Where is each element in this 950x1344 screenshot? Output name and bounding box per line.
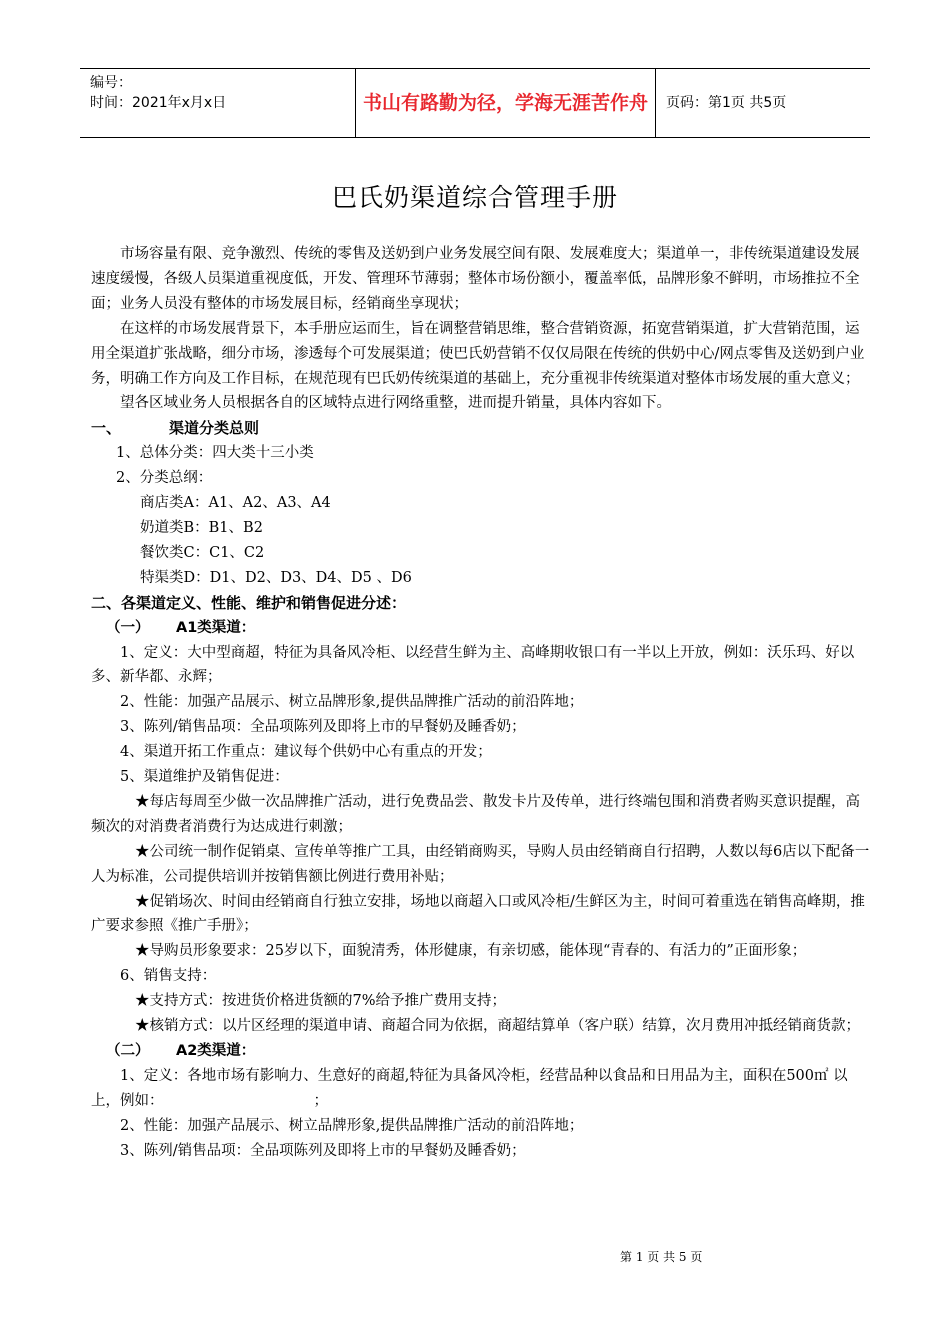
definition-text: 1、定义：各地市场有影响力、生意好的商超,特征为具备风冷柜，经营品种以食品和日用品为主，面积在500 — [120, 1067, 815, 1084]
page-header — [80, 68, 870, 138]
category-item: 奶道类B：B1、B2 — [140, 519, 263, 536]
header-page-info: 页码：第1页 共5页 — [666, 95, 787, 111]
list-item: 5、渠道维护及销售促进： — [120, 769, 289, 786]
intro-paragraph: 望各区域业务人员根据各自的区域特点进行网络重整，进而提升销量，具体内容如下。 — [120, 395, 671, 412]
section-title: 渠道分类总则 — [169, 419, 260, 438]
star-item: ★每店每周至少做一次品牌推广活动，进行免费品尝、散发卡片及传单，进行终端包围和消费者购买意识提醒，高频次的对消费者消费行为达成进行刺激； — [91, 793, 860, 835]
document-date: 时间：2021年x月x日 — [90, 95, 227, 111]
document-body — [91, 242, 871, 1164]
category-item: 餐饮类C：C1、C2 — [140, 544, 265, 561]
definition-text: 以上，例如： — [91, 1067, 848, 1109]
subsection-heading — [91, 1039, 871, 1064]
section-heading: 二、各渠道定义、性能、维护和销售促进分述： — [91, 593, 407, 612]
list-item: 1、总体分类：四大类十三小类 — [116, 445, 314, 462]
category-item: 商店类A：A1、A2、A3、A4 — [140, 495, 331, 512]
header-divider — [655, 69, 656, 137]
list-item: 2、分类总纲： — [116, 470, 213, 487]
document-number-label: 编号： — [90, 75, 132, 91]
list-item: 3、陈列/销售品项：全品项陈列及即将上市的早餐奶及睡香奶； — [120, 719, 526, 736]
star-item: ★导购员形象要求：25岁以下，面貌清秀，体形健康，有亲切感，能体现“青春的、有活力的”正面形象； — [135, 943, 807, 960]
header-meta — [90, 73, 290, 113]
subsection-heading — [91, 616, 871, 641]
list-item: 4、渠道开拓工作重点：建议每个供奶中心有重点的开发； — [120, 744, 492, 761]
header-motto: 书山有路勤为径，学海无涯苦作舟 — [362, 92, 648, 114]
list-item: 1、定义：大中型商超，特征为具备风冷柜、以经营生鲜为主、高峰期收银口有一半以上开放，例如：沃乐玛、好以多、新华都、永辉； — [91, 644, 855, 686]
section-number: 一、 — [91, 419, 122, 438]
subsection-number: （二） — [106, 1043, 150, 1059]
subsection-title: A1类渠道： — [176, 619, 256, 636]
category-item: 特渠类D：D1、D2、D3、D4、D5 、D6 — [140, 569, 412, 586]
section-heading — [91, 416, 871, 441]
list-item: 2、性能：加强产品展示、树立品牌形象,提供品牌推广活动的前沿阵地； — [120, 694, 584, 711]
definition-end: ； — [313, 1092, 328, 1109]
intro-paragraph: 市场容量有限、竞争激烈、传统的零售及送奶到户业务发展空间有限、发展难度大；渠道单一，非传统渠道建设发展速度缓慢，各级人员渠道重视度低，开发、管理环节薄弱；整体市场份额小，覆盖率低，品牌形象不鲜明，市场推拉不全面；业务人员没有整体的市场发展目标，经销商坐享现状； — [91, 246, 860, 312]
list-item: 3、陈列/销售品项：全品项陈列及即将上市的早餐奶及睡香奶； — [120, 1142, 526, 1159]
list-item: 6、销售支持： — [120, 968, 217, 985]
star-item: ★核销方式：以片区经理的渠道申请、商超合同为依据，商超结算单（客户联）结算，次月费用冲抵经销商货款； — [135, 1018, 860, 1035]
list-item — [91, 1064, 871, 1114]
subsection-number: （一） — [106, 619, 150, 636]
page-footer: 第 1 页 共 5 页 — [620, 1250, 703, 1264]
subsection-title: A2类渠道： — [176, 1043, 256, 1059]
star-item: ★公司统一制作促销桌、宣传单等推广工具，由经销商购买，导购人员由经销商自行招聘，人数以每6店以下配备一人为标准，公司提供培训并按销售额比例进行费用补贴； — [91, 843, 870, 885]
list-item: 2、性能：加强产品展示、树立品牌形象,提供品牌推广活动的前沿阵地； — [120, 1117, 584, 1134]
document-title: 巴氏奶渠道综合管理手册 — [331, 183, 618, 212]
star-item: ★支持方式：按进货价格进货额的7%给予推广费用支持； — [135, 993, 507, 1010]
area-unit: ㎡ — [814, 1067, 829, 1084]
star-item: ★促销场次、时间由经销商自行独立安排，场地以商超入口或风冷柜/生鲜区为主，时间可着重选在销售高峰期，推广要求参照《推广手册》； — [91, 893, 865, 935]
intro-paragraph: 在这样的市场发展背景下，本手册应运而生，旨在调整营销思维，整合营销资源，拓宽营销渠道，扩大营销范围，运用全渠道扩张战略，细分市场，渗透每个可发展渠道；使巴氏奶营销不仅仅局限在传统的供奶中心/网点零售及送奶到户业务，明确工作方向及工作目标，在规范现有巴氏奶传统渠道的基础上，充分重视非传统渠道对整体市场发展的重大意义； — [91, 320, 865, 387]
